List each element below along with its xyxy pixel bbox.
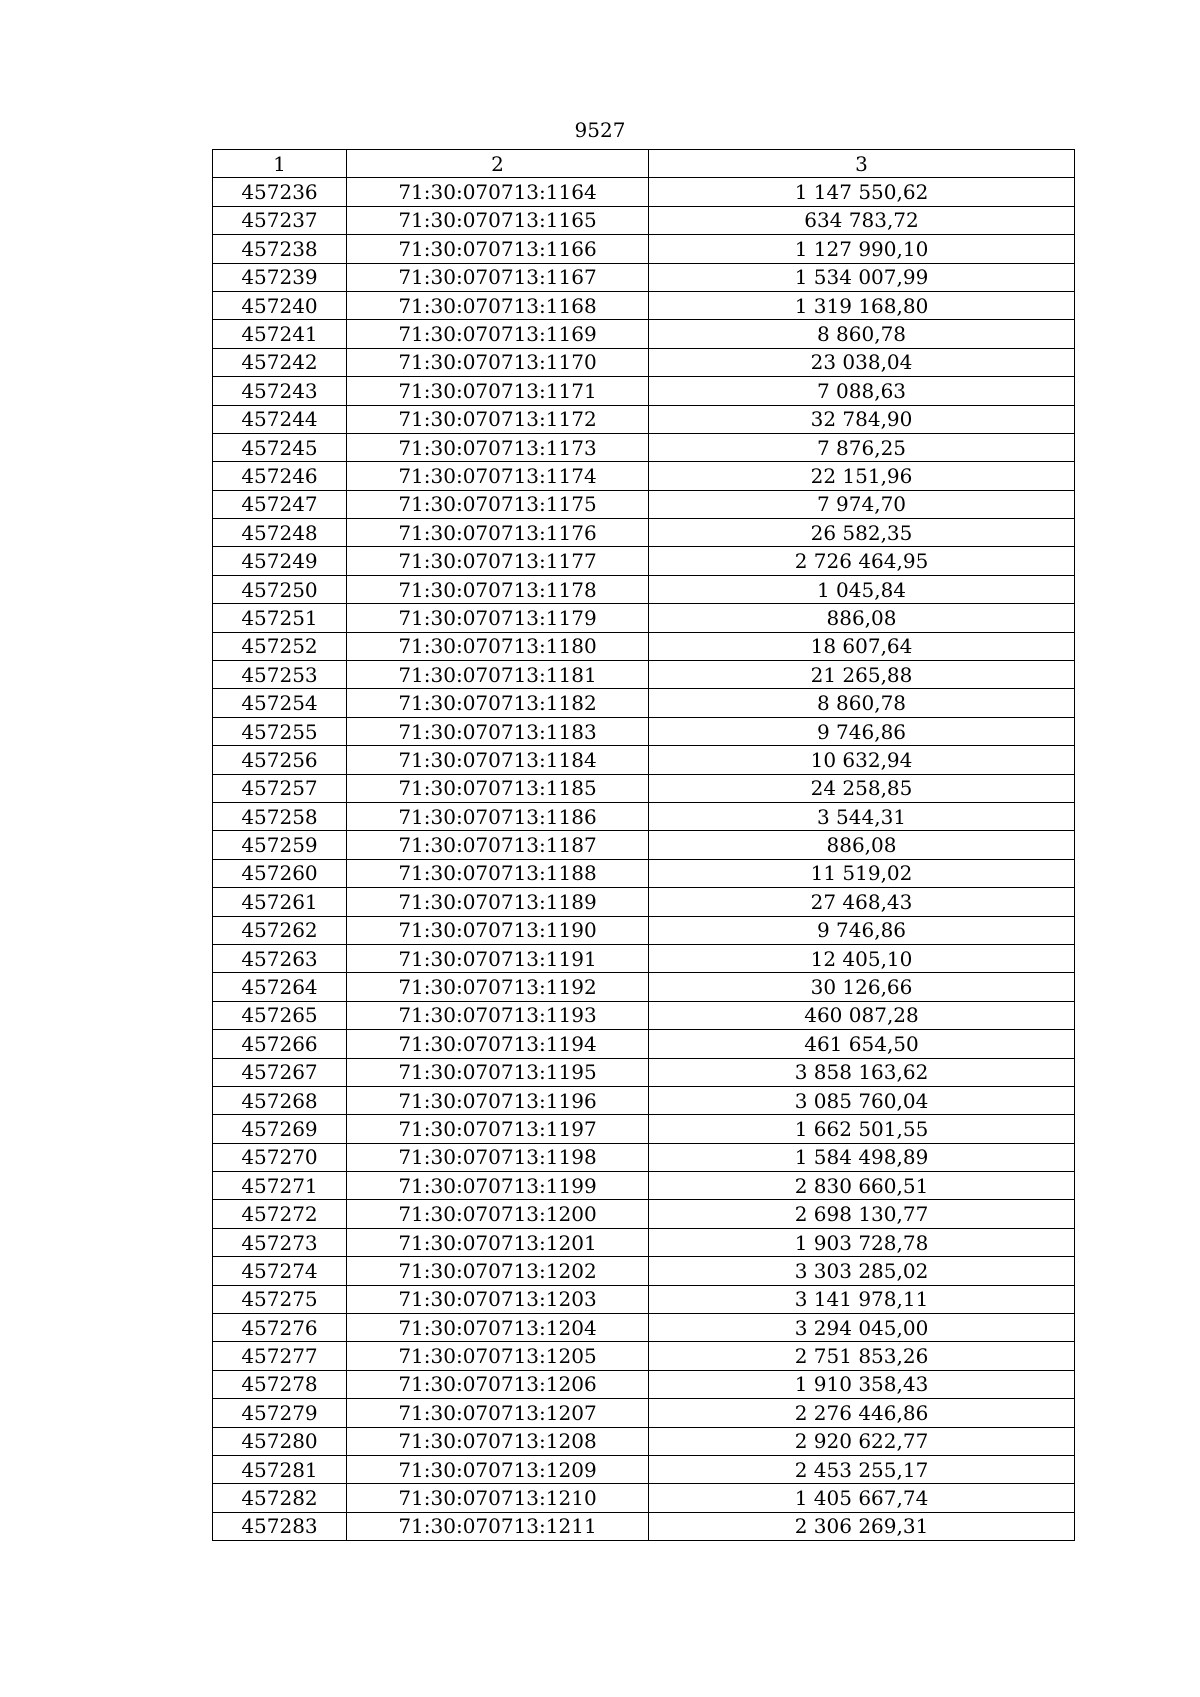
cadastral-value-cell: 9 746,86 bbox=[649, 717, 1075, 745]
cadastral-value-cell: 1 319 168,80 bbox=[649, 291, 1075, 319]
row-number-cell: 457262 bbox=[213, 916, 347, 944]
table-row bbox=[213, 547, 1075, 575]
row-number-cell: 457249 bbox=[213, 547, 347, 575]
cadastral-number-cell: 71:30:070713:1185 bbox=[347, 774, 649, 802]
row-number-cell: 457265 bbox=[213, 1001, 347, 1029]
row-number-cell: 457241 bbox=[213, 320, 347, 348]
cadastral-number-cell: 71:30:070713:1187 bbox=[347, 831, 649, 859]
table-row bbox=[213, 433, 1075, 461]
cadastral-value-table bbox=[212, 149, 1075, 1541]
row-number-cell: 457247 bbox=[213, 490, 347, 518]
cadastral-number-cell: 71:30:070713:1192 bbox=[347, 973, 649, 1001]
table-row bbox=[213, 661, 1075, 689]
table-row bbox=[213, 1143, 1075, 1171]
table-row bbox=[213, 802, 1075, 830]
cadastral-value-cell: 3 858 163,62 bbox=[649, 1058, 1075, 1086]
row-number-cell: 457266 bbox=[213, 1030, 347, 1058]
row-number-cell: 457239 bbox=[213, 263, 347, 291]
cadastral-number-cell: 71:30:070713:1175 bbox=[347, 490, 649, 518]
cadastral-value-cell: 10 632,94 bbox=[649, 746, 1075, 774]
table-row bbox=[213, 235, 1075, 263]
cadastral-number-cell: 71:30:070713:1194 bbox=[347, 1030, 649, 1058]
column-header-2: 2 bbox=[347, 150, 649, 178]
cadastral-value-cell: 7 876,25 bbox=[649, 433, 1075, 461]
cadastral-number-cell: 71:30:070713:1181 bbox=[347, 661, 649, 689]
row-number-cell: 457258 bbox=[213, 802, 347, 830]
cadastral-number-cell: 71:30:070713:1165 bbox=[347, 206, 649, 234]
cadastral-value-cell: 27 468,43 bbox=[649, 888, 1075, 916]
table-row bbox=[213, 1172, 1075, 1200]
row-number-cell: 457245 bbox=[213, 433, 347, 461]
cadastral-number-cell: 71:30:070713:1191 bbox=[347, 944, 649, 972]
table-row bbox=[213, 604, 1075, 632]
row-number-cell: 457251 bbox=[213, 604, 347, 632]
table-row bbox=[213, 746, 1075, 774]
row-number-cell: 457244 bbox=[213, 405, 347, 433]
cadastral-value-cell: 1 147 550,62 bbox=[649, 178, 1075, 206]
cadastral-number-cell: 71:30:070713:1164 bbox=[347, 178, 649, 206]
cadastral-number-cell: 71:30:070713:1207 bbox=[347, 1399, 649, 1427]
cadastral-number-cell: 71:30:070713:1169 bbox=[347, 320, 649, 348]
cadastral-value-cell: 886,08 bbox=[649, 604, 1075, 632]
cadastral-number-cell: 71:30:070713:1193 bbox=[347, 1001, 649, 1029]
cadastral-value-cell: 2 751 853,26 bbox=[649, 1342, 1075, 1370]
cadastral-value-cell: 634 783,72 bbox=[649, 206, 1075, 234]
cadastral-value-cell: 1 662 501,55 bbox=[649, 1115, 1075, 1143]
row-number-cell: 457268 bbox=[213, 1086, 347, 1114]
row-number-cell: 457256 bbox=[213, 746, 347, 774]
cadastral-value-cell: 2 726 464,95 bbox=[649, 547, 1075, 575]
row-number-cell: 457238 bbox=[213, 235, 347, 263]
table-row bbox=[213, 405, 1075, 433]
row-number-cell: 457280 bbox=[213, 1427, 347, 1455]
table-row bbox=[213, 178, 1075, 206]
table-row bbox=[213, 263, 1075, 291]
table-row bbox=[213, 1512, 1075, 1540]
cadastral-number-cell: 71:30:070713:1178 bbox=[347, 575, 649, 603]
cadastral-value-cell: 1 903 728,78 bbox=[649, 1228, 1075, 1256]
row-number-cell: 457252 bbox=[213, 632, 347, 660]
row-number-cell: 457259 bbox=[213, 831, 347, 859]
row-number-cell: 457277 bbox=[213, 1342, 347, 1370]
cadastral-value-cell: 2 698 130,77 bbox=[649, 1200, 1075, 1228]
table-row bbox=[213, 689, 1075, 717]
cadastral-value-cell: 1 534 007,99 bbox=[649, 263, 1075, 291]
table-row bbox=[213, 831, 1075, 859]
header-row bbox=[213, 150, 1075, 178]
row-number-cell: 457248 bbox=[213, 519, 347, 547]
table-row bbox=[213, 1484, 1075, 1512]
page-number: 9527 bbox=[574, 118, 626, 142]
row-number-cell: 457236 bbox=[213, 178, 347, 206]
table-row bbox=[213, 1001, 1075, 1029]
cadastral-number-cell: 71:30:070713:1210 bbox=[347, 1484, 649, 1512]
cadastral-number-cell: 71:30:070713:1167 bbox=[347, 263, 649, 291]
row-number-cell: 457237 bbox=[213, 206, 347, 234]
cadastral-value-cell: 26 582,35 bbox=[649, 519, 1075, 547]
cadastral-number-cell: 71:30:070713:1171 bbox=[347, 377, 649, 405]
table-row bbox=[213, 1399, 1075, 1427]
cadastral-value-cell: 1 405 667,74 bbox=[649, 1484, 1075, 1512]
row-number-cell: 457242 bbox=[213, 348, 347, 376]
cadastral-number-cell: 71:30:070713:1166 bbox=[347, 235, 649, 263]
table-row bbox=[213, 291, 1075, 319]
cadastral-value-cell: 8 860,78 bbox=[649, 689, 1075, 717]
cadastral-value-cell: 1 910 358,43 bbox=[649, 1370, 1075, 1398]
table-row bbox=[213, 632, 1075, 660]
cadastral-value-cell: 2 453 255,17 bbox=[649, 1455, 1075, 1483]
row-number-cell: 457283 bbox=[213, 1512, 347, 1540]
table-header bbox=[213, 150, 1075, 178]
cadastral-number-cell: 71:30:070713:1177 bbox=[347, 547, 649, 575]
cadastral-number-cell: 71:30:070713:1196 bbox=[347, 1086, 649, 1114]
cadastral-number-cell: 71:30:070713:1201 bbox=[347, 1228, 649, 1256]
row-number-cell: 457274 bbox=[213, 1257, 347, 1285]
table-row bbox=[213, 206, 1075, 234]
row-number-cell: 457279 bbox=[213, 1399, 347, 1427]
cadastral-value-cell: 18 607,64 bbox=[649, 632, 1075, 660]
table-row bbox=[213, 859, 1075, 887]
cadastral-number-cell: 71:30:070713:1168 bbox=[347, 291, 649, 319]
row-number-cell: 457263 bbox=[213, 944, 347, 972]
cadastral-number-cell: 71:30:070713:1172 bbox=[347, 405, 649, 433]
table-row bbox=[213, 1030, 1075, 1058]
table-row bbox=[213, 717, 1075, 745]
table-row bbox=[213, 1342, 1075, 1370]
table-row bbox=[213, 944, 1075, 972]
row-number-cell: 457255 bbox=[213, 717, 347, 745]
table-row bbox=[213, 888, 1075, 916]
table-row bbox=[213, 348, 1075, 376]
table-row bbox=[213, 462, 1075, 490]
table-row bbox=[213, 1314, 1075, 1342]
table-row bbox=[213, 377, 1075, 405]
cadastral-number-cell: 71:30:070713:1188 bbox=[347, 859, 649, 887]
row-number-cell: 457253 bbox=[213, 661, 347, 689]
cadastral-number-cell: 71:30:070713:1199 bbox=[347, 1172, 649, 1200]
row-number-cell: 457272 bbox=[213, 1200, 347, 1228]
cadastral-value-cell: 7 974,70 bbox=[649, 490, 1075, 518]
row-number-cell: 457257 bbox=[213, 774, 347, 802]
table-row bbox=[213, 519, 1075, 547]
cadastral-number-cell: 71:30:070713:1179 bbox=[347, 604, 649, 632]
row-number-cell: 457269 bbox=[213, 1115, 347, 1143]
cadastral-value-cell: 3 141 978,11 bbox=[649, 1285, 1075, 1313]
table-row bbox=[213, 1427, 1075, 1455]
cadastral-number-cell: 71:30:070713:1176 bbox=[347, 519, 649, 547]
cadastral-number-cell: 71:30:070713:1198 bbox=[347, 1143, 649, 1171]
cadastral-value-cell: 3 544,31 bbox=[649, 802, 1075, 830]
table-row bbox=[213, 1228, 1075, 1256]
row-number-cell: 457264 bbox=[213, 973, 347, 1001]
cadastral-value-cell: 24 258,85 bbox=[649, 774, 1075, 802]
column-header-3: 3 bbox=[649, 150, 1075, 178]
table-row bbox=[213, 1058, 1075, 1086]
row-number-cell: 457260 bbox=[213, 859, 347, 887]
cadastral-value-cell: 3 303 285,02 bbox=[649, 1257, 1075, 1285]
cadastral-value-cell: 886,08 bbox=[649, 831, 1075, 859]
cadastral-value-cell: 1 127 990,10 bbox=[649, 235, 1075, 263]
cadastral-number-cell: 71:30:070713:1173 bbox=[347, 433, 649, 461]
cadastral-number-cell: 71:30:070713:1206 bbox=[347, 1370, 649, 1398]
cadastral-value-cell: 461 654,50 bbox=[649, 1030, 1075, 1058]
table-row bbox=[213, 1285, 1075, 1313]
row-number-cell: 457273 bbox=[213, 1228, 347, 1256]
table-row bbox=[213, 490, 1075, 518]
cadastral-value-cell: 23 038,04 bbox=[649, 348, 1075, 376]
cadastral-number-cell: 71:30:070713:1186 bbox=[347, 802, 649, 830]
table-row bbox=[213, 774, 1075, 802]
row-number-cell: 457271 bbox=[213, 1172, 347, 1200]
cadastral-value-cell: 12 405,10 bbox=[649, 944, 1075, 972]
cadastral-value-cell: 22 151,96 bbox=[649, 462, 1075, 490]
cadastral-number-cell: 71:30:070713:1184 bbox=[347, 746, 649, 774]
cadastral-number-cell: 71:30:070713:1180 bbox=[347, 632, 649, 660]
cadastral-number-cell: 71:30:070713:1190 bbox=[347, 916, 649, 944]
cadastral-value-cell: 3 294 045,00 bbox=[649, 1314, 1075, 1342]
table-row bbox=[213, 320, 1075, 348]
cadastral-number-cell: 71:30:070713:1174 bbox=[347, 462, 649, 490]
cadastral-value-cell: 2 276 446,86 bbox=[649, 1399, 1075, 1427]
table-row bbox=[213, 1086, 1075, 1114]
cadastral-value-cell: 9 746,86 bbox=[649, 916, 1075, 944]
row-number-cell: 457267 bbox=[213, 1058, 347, 1086]
cadastral-number-cell: 71:30:070713:1197 bbox=[347, 1115, 649, 1143]
row-number-cell: 457282 bbox=[213, 1484, 347, 1512]
table-row bbox=[213, 1257, 1075, 1285]
table-row bbox=[213, 1115, 1075, 1143]
cadastral-value-cell: 11 519,02 bbox=[649, 859, 1075, 887]
cadastral-value-cell: 7 088,63 bbox=[649, 377, 1075, 405]
column-header-1: 1 bbox=[213, 150, 347, 178]
row-number-cell: 457243 bbox=[213, 377, 347, 405]
row-number-cell: 457240 bbox=[213, 291, 347, 319]
cadastral-value-cell: 1 584 498,89 bbox=[649, 1143, 1075, 1171]
table-row bbox=[213, 1370, 1075, 1398]
cadastral-number-cell: 71:30:070713:1209 bbox=[347, 1455, 649, 1483]
cadastral-value-cell: 2 306 269,31 bbox=[649, 1512, 1075, 1540]
row-number-cell: 457246 bbox=[213, 462, 347, 490]
row-number-cell: 457261 bbox=[213, 888, 347, 916]
cadastral-number-cell: 71:30:070713:1211 bbox=[347, 1512, 649, 1540]
cadastral-number-cell: 71:30:070713:1189 bbox=[347, 888, 649, 916]
cadastral-value-cell: 460 087,28 bbox=[649, 1001, 1075, 1029]
row-number-cell: 457250 bbox=[213, 575, 347, 603]
table-row bbox=[213, 916, 1075, 944]
cadastral-number-cell: 71:30:070713:1170 bbox=[347, 348, 649, 376]
cadastral-value-cell: 30 126,66 bbox=[649, 973, 1075, 1001]
row-number-cell: 457270 bbox=[213, 1143, 347, 1171]
cadastral-number-cell: 71:30:070713:1202 bbox=[347, 1257, 649, 1285]
row-number-cell: 457281 bbox=[213, 1455, 347, 1483]
table-row bbox=[213, 1200, 1075, 1228]
row-number-cell: 457275 bbox=[213, 1285, 347, 1313]
cadastral-number-cell: 71:30:070713:1200 bbox=[347, 1200, 649, 1228]
cadastral-table-container bbox=[212, 149, 1074, 1541]
cadastral-number-cell: 71:30:070713:1208 bbox=[347, 1427, 649, 1455]
cadastral-value-cell: 32 784,90 bbox=[649, 405, 1075, 433]
row-number-cell: 457254 bbox=[213, 689, 347, 717]
row-number-cell: 457278 bbox=[213, 1370, 347, 1398]
cadastral-number-cell: 71:30:070713:1205 bbox=[347, 1342, 649, 1370]
cadastral-value-cell: 21 265,88 bbox=[649, 661, 1075, 689]
cadastral-number-cell: 71:30:070713:1183 bbox=[347, 717, 649, 745]
table-row bbox=[213, 1455, 1075, 1483]
cadastral-number-cell: 71:30:070713:1195 bbox=[347, 1058, 649, 1086]
cadastral-number-cell: 71:30:070713:1182 bbox=[347, 689, 649, 717]
row-number-cell: 457276 bbox=[213, 1314, 347, 1342]
cadastral-number-cell: 71:30:070713:1203 bbox=[347, 1285, 649, 1313]
cadastral-value-cell: 2 920 622,77 bbox=[649, 1427, 1075, 1455]
cadastral-number-cell: 71:30:070713:1204 bbox=[347, 1314, 649, 1342]
table-body bbox=[213, 178, 1075, 1541]
cadastral-value-cell: 8 860,78 bbox=[649, 320, 1075, 348]
cadastral-value-cell: 2 830 660,51 bbox=[649, 1172, 1075, 1200]
cadastral-value-cell: 3 085 760,04 bbox=[649, 1086, 1075, 1114]
table-row bbox=[213, 973, 1075, 1001]
cadastral-value-cell: 1 045,84 bbox=[649, 575, 1075, 603]
table-row bbox=[213, 575, 1075, 603]
